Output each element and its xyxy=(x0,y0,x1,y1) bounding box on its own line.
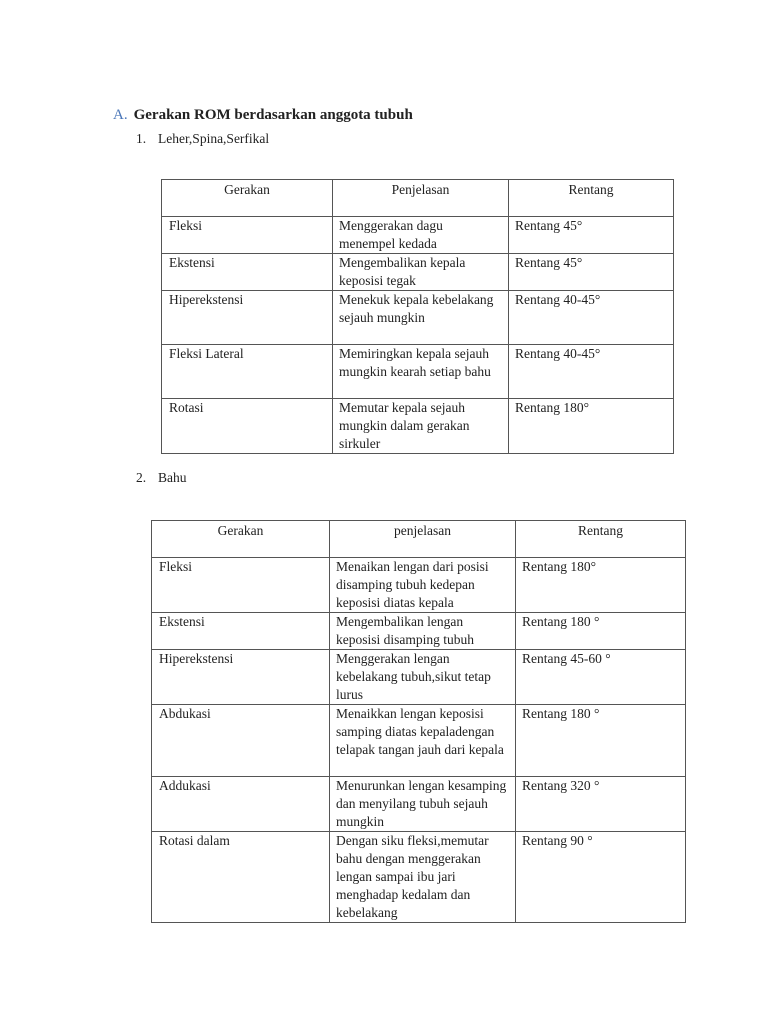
cell-gerakan: Abdukasi xyxy=(152,705,330,777)
cell-rentang: Rentang 40-45° xyxy=(509,291,674,345)
table-row xyxy=(162,291,674,345)
cell-gerakan: Ekstensi xyxy=(152,613,330,650)
list-title: Leher,Spina,Serfikal xyxy=(158,131,270,146)
cell-penjelasan: Menaikkan lengan keposisi samping diatas kepaladengan telapak tangan jauh dari kepala xyxy=(330,705,516,777)
cell-penjelasan: Dengan siku fleksi,memutar bahu dengan menggerakan lengan sampai ibu jari menghadap kedalam dan kebelakang xyxy=(330,832,516,923)
cell-rentang: Rentang 180° xyxy=(509,399,674,454)
cell-penjelasan: Menekuk kepala kebelakang sejauh mungkin xyxy=(333,291,509,345)
cell-penjelasan: Mengembalikan lengan keposisi disamping tubuh xyxy=(330,613,516,650)
cell-gerakan: Hiperekstensi xyxy=(152,650,330,705)
header-rentang: Rentang xyxy=(516,521,686,558)
table-row xyxy=(162,254,674,291)
header-penjelasan: penjelasan xyxy=(330,521,516,558)
cell-gerakan: Fleksi xyxy=(162,217,333,254)
cell-gerakan: Rotasi xyxy=(162,399,333,454)
cell-rentang: Rentang 180 ° xyxy=(516,613,686,650)
cell-penjelasan: Menggerakan lengan kebelakang tubuh,sikut tetap lurus xyxy=(330,650,516,705)
header-gerakan: Gerakan xyxy=(152,521,330,558)
table-header-row xyxy=(162,180,674,217)
cell-penjelasan: Memiringkan kepala sejauh mungkin kearah setiap bahu xyxy=(333,345,509,399)
table-row xyxy=(152,613,686,650)
list-title: Bahu xyxy=(158,470,187,485)
cell-gerakan: Rotasi dalam xyxy=(152,832,330,923)
list-number: 1. xyxy=(136,131,147,146)
cell-penjelasan: Menaikan lengan dari posisi disamping tubuh kedepan keposisi diatas kepala xyxy=(330,558,516,613)
list-item-1 xyxy=(136,130,269,148)
cell-rentang: Rentang 180 ° xyxy=(516,705,686,777)
rom-table-shoulder xyxy=(151,520,686,923)
cell-gerakan: Ekstensi xyxy=(162,254,333,291)
cell-rentang: Rentang 45-60 ° xyxy=(516,650,686,705)
cell-rentang: Rentang 40-45° xyxy=(509,345,674,399)
header-gerakan: Gerakan xyxy=(162,180,333,217)
cell-rentang: Rentang 320 ° xyxy=(516,777,686,832)
header-rentang: Rentang xyxy=(509,180,674,217)
table-row xyxy=(162,399,674,454)
section-heading xyxy=(113,106,413,124)
table-row xyxy=(162,217,674,254)
heading-title: Gerakan ROM berdasarkan anggota tubuh xyxy=(133,107,413,123)
rom-table-neck xyxy=(161,179,674,454)
list-item-2 xyxy=(136,469,187,487)
list-number: 2. xyxy=(136,470,147,485)
cell-gerakan: Fleksi xyxy=(152,558,330,613)
cell-penjelasan: Menurunkan lengan kesamping dan menyilang tubuh sejauh mungkin xyxy=(330,777,516,832)
cell-penjelasan: Mengembalikan kepala keposisi tegak xyxy=(333,254,509,291)
cell-rentang: Rentang 90 ° xyxy=(516,832,686,923)
cell-gerakan: Fleksi Lateral xyxy=(162,345,333,399)
cell-penjelasan: Memutar kepala sejauh mungkin dalam gerakan sirkuler xyxy=(333,399,509,454)
table-row xyxy=(162,345,674,399)
table-row xyxy=(152,650,686,705)
cell-penjelasan: Menggerakan dagu menempel kedada xyxy=(333,217,509,254)
cell-rentang: Rentang 45° xyxy=(509,254,674,291)
table-header-row xyxy=(152,521,686,558)
heading-letter: A. xyxy=(113,107,128,123)
table-row xyxy=(152,832,686,923)
table-row xyxy=(152,705,686,777)
cell-rentang: Rentang 180° xyxy=(516,558,686,613)
cell-gerakan: Hiperekstensi xyxy=(162,291,333,345)
table-row xyxy=(152,558,686,613)
header-penjelasan: Penjelasan xyxy=(333,180,509,217)
cell-rentang: Rentang 45° xyxy=(509,217,674,254)
table-row xyxy=(152,777,686,832)
cell-gerakan: Addukasi xyxy=(152,777,330,832)
